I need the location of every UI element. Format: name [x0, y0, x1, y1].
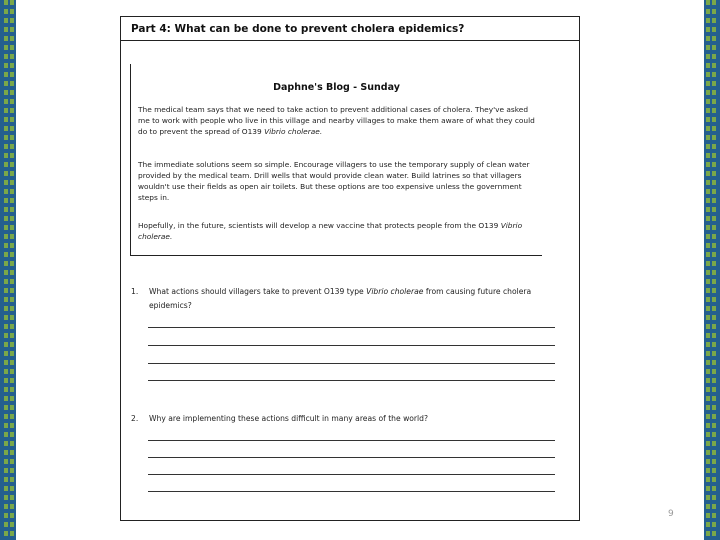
blog-title: Daphne's Blog - Sunday [273, 82, 400, 93]
question-1 [131, 285, 556, 313]
question-2 [131, 412, 556, 426]
blog-paragraph-1-text: The medical team says that we need to take action to prevent additional cases of cholera. They've asked me to work with people who live in this village and nearby villages to make them aware of what they could do to prevent the spread of O139 [138, 105, 535, 136]
answer-line-q1-4[interactable] [148, 380, 555, 381]
question-1-number: 1. [131, 287, 139, 296]
right-dash-stripe-outer [712, 0, 716, 540]
answer-line-q2-1[interactable] [148, 440, 555, 441]
blog-paragraph-3-text: Hopefully, in the future, scientists will develop a new vaccine that protects people from the O139 [138, 221, 499, 230]
left-dash-stripe-outer [4, 0, 8, 540]
question-2-text: Why are implementing these actions difficult in many areas of the world? [149, 414, 429, 423]
answer-line-q2-4[interactable] [148, 491, 555, 492]
question-1-species: Vibrio cholerae [366, 287, 424, 296]
blog-paragraph-1 [138, 104, 536, 137]
question-2-number: 2. [131, 414, 139, 423]
page-number: 9 [668, 509, 674, 519]
question-1-text [149, 285, 556, 313]
blog-excerpt-box [130, 64, 542, 256]
left-dash-stripe-inner [10, 0, 14, 540]
blog-paragraph-2: The immediate solutions seem so simple. Encourage villagers to use the temporary supply of clean water provided by the medical team. Drill wells that would provide clean water. Build latrines so that villagers wouldn't use their fields as open air toilets. But these options are too expensive unless the government steps in. [138, 160, 530, 202]
answer-line-q1-1[interactable] [148, 327, 555, 328]
answer-line-q1-3[interactable] [148, 363, 555, 364]
question-1-text-start: What actions should villagers take to prevent O139 type [149, 287, 364, 296]
part-heading: Part 4: What can be done to prevent cholera epidemics? [121, 17, 579, 41]
answer-line-q2-3[interactable] [148, 474, 555, 475]
blog-paragraph-3-species: Vibrio cholerae. [138, 221, 523, 241]
blog-paragraph-3 [138, 220, 536, 242]
answer-line-q2-2[interactable] [148, 457, 555, 458]
worksheet-page [120, 16, 580, 521]
question-1-text-end: from causing future cholera epidemics? [149, 287, 532, 310]
right-dash-stripe-inner [706, 0, 710, 540]
answer-line-q1-2[interactable] [148, 345, 555, 346]
blog-paragraph-1-species: Vibrio cholerae. [264, 127, 323, 136]
